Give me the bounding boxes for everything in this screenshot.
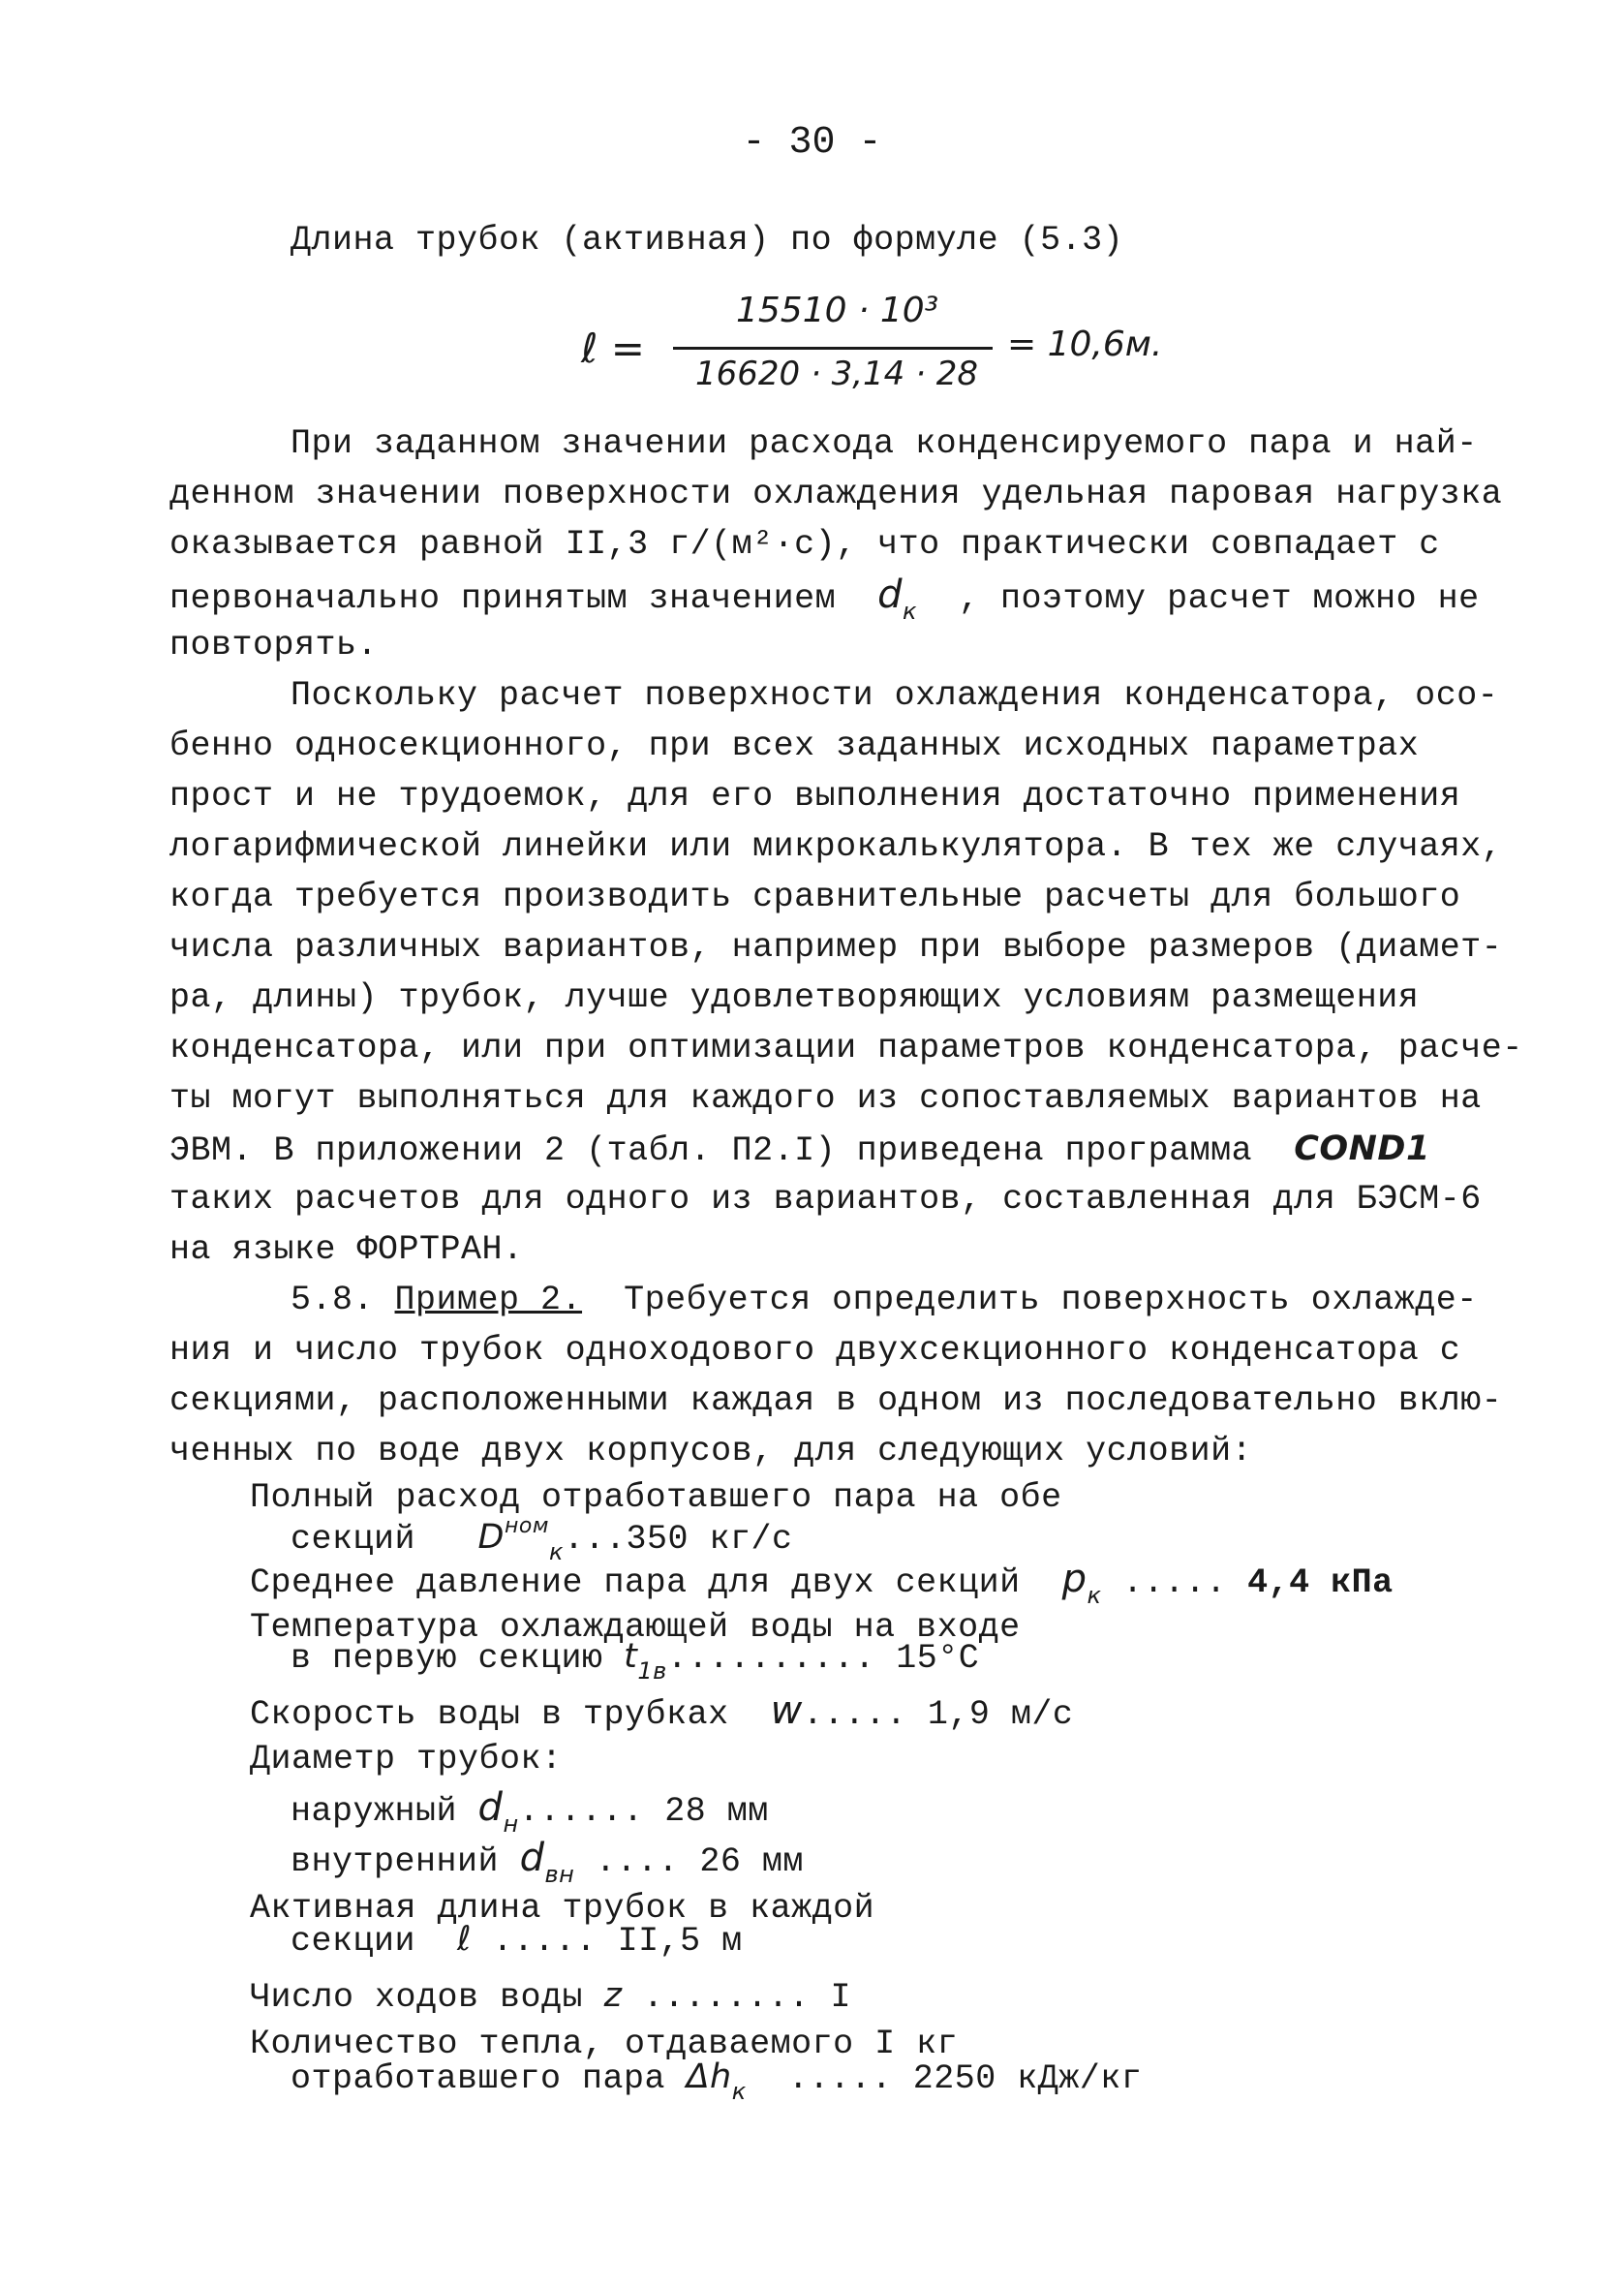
condition-water-temp-line-1: Температура охлаждающей воды на входе bbox=[250, 1608, 1021, 1647]
condition-text: отработавшего пара bbox=[291, 2059, 666, 2098]
fraction-bar bbox=[673, 347, 993, 350]
condition-subscript: к bbox=[1087, 1582, 1102, 1609]
p1-line-2: денном значении поверхности охлаждения удельная паровая нагрузка bbox=[169, 475, 1503, 513]
condition-text: секций bbox=[291, 1520, 416, 1559]
p1-line-1: При заданном значении расхода конденсируемого пара и най- bbox=[291, 424, 1478, 463]
p1-line-4 bbox=[169, 572, 1480, 631]
condition-subscript: вн bbox=[544, 1861, 575, 1888]
condition-symbol: Δh bbox=[686, 2057, 732, 2096]
condition-value: 2250 кДж/кг bbox=[912, 2059, 1143, 2098]
condition-water-speed bbox=[250, 1688, 1074, 1734]
condition-text: внутренний bbox=[291, 1842, 500, 1881]
condition-subscript: к bbox=[731, 2078, 747, 2105]
condition-heat-line-2 bbox=[291, 2057, 1142, 2111]
condition-symbol: t bbox=[624, 1637, 638, 1676]
condition-subscript: 1в bbox=[637, 1657, 667, 1685]
p2-line-4: логарифмической линейки или микрокалькулятора. В тех же случаях, bbox=[169, 827, 1503, 866]
condition-inner-diameter bbox=[291, 1836, 804, 1894]
p1-line-5: повторять. bbox=[169, 626, 379, 665]
formula-lhs: ℓ = bbox=[581, 325, 645, 372]
p3-line-3: секциями, расположенными каждая в одном из последовательно вклю- bbox=[169, 1381, 1503, 1420]
p3-line-1-text: Требуется определить поверхность охлажде- bbox=[624, 1281, 1478, 1319]
p1-line-4-text: первоначально принятым значением bbox=[169, 579, 837, 618]
condition-value: 4,4 кПа bbox=[1247, 1563, 1394, 1602]
condition-dots: ..... bbox=[787, 2059, 893, 2098]
condition-water-temp-line-2 bbox=[291, 1637, 979, 1690]
example-label: Пример 2. bbox=[394, 1281, 583, 1319]
condition-superscript: ном bbox=[505, 1514, 549, 1538]
condition-symbol: D bbox=[477, 1518, 505, 1557]
p2-line-2: бенно односекционного, при всех заданных исходных параметрах bbox=[169, 727, 1420, 765]
condition-pressure bbox=[250, 1557, 1394, 1615]
condition-symbol: ℓ bbox=[457, 1920, 473, 1959]
condition-dots: ... bbox=[563, 1520, 627, 1559]
condition-dots: .......... bbox=[666, 1639, 875, 1678]
p2-line-12: на языке ФОРТРАН. bbox=[169, 1230, 524, 1269]
p2-line-9: ты могут выполняться для каждого из сопоставляемых вариантов на bbox=[169, 1079, 1482, 1118]
formula-denominator: 16620 · 3,14 · 28 bbox=[695, 355, 978, 393]
condition-subscript: н bbox=[503, 1810, 519, 1838]
condition-dots: ..... bbox=[802, 1695, 907, 1734]
condition-dots: ...... bbox=[518, 1792, 644, 1831]
condition-steam-flow-line-1: Полный расход отработавшего пара на обе bbox=[250, 1478, 1062, 1517]
p1-line-4-tail: , поэтому расчет можно не bbox=[959, 579, 1480, 618]
condition-value: II,5 м bbox=[617, 1922, 743, 1961]
condition-symbol: w bbox=[770, 1688, 803, 1733]
condition-text: наружный bbox=[291, 1792, 458, 1831]
page-number: - 30 - bbox=[742, 121, 882, 165]
p2-line-5: когда требуется производить сравнительные расчеты для большого bbox=[169, 878, 1461, 916]
p2-line-1: Поскольку расчет поверхности охлаждения конденсатора, осо- bbox=[291, 676, 1499, 715]
condition-dots: ........ bbox=[642, 1978, 810, 2017]
condition-symbol: d bbox=[519, 1836, 545, 1880]
condition-symbol: z bbox=[603, 1976, 623, 2015]
condition-dots: ..... bbox=[492, 1922, 598, 1961]
condition-symbol: d bbox=[477, 1785, 504, 1830]
condition-text: секции bbox=[291, 1922, 416, 1961]
condition-value: I bbox=[830, 1978, 852, 2017]
formula-numerator: 15510 · 10³ bbox=[736, 291, 939, 330]
condition-dots: ..... bbox=[1122, 1563, 1227, 1602]
condition-value: 1,9 м/с bbox=[927, 1695, 1074, 1734]
condition-subscript: к bbox=[548, 1538, 564, 1565]
formula-intro: Длина трубок (активная) по формуле (5.3) bbox=[291, 221, 1124, 260]
condition-heat-line-1: Количество тепла, отдаваемого I кг bbox=[250, 2025, 959, 2063]
dk-subscript: к bbox=[903, 598, 918, 625]
condition-tube-length-line-1: Активная длина трубок в каждой bbox=[250, 1889, 875, 1928]
p3-line-4: ченных по воде двух корпусов, для следующих условий: bbox=[169, 1432, 1253, 1470]
condition-passes bbox=[250, 1976, 851, 2017]
p2-line-7: ра, длины) трубок, лучше удовлетворяющих условиям размещения bbox=[169, 978, 1420, 1017]
formula-result: = 10,6м. bbox=[1007, 325, 1163, 364]
p2-line-10-text: ЭВМ. В приложении 2 (табл. П2.I) приведена программа bbox=[169, 1131, 1253, 1170]
p3-line-1 bbox=[291, 1281, 1478, 1319]
p3-line-2: ния и число трубок одноходового двухсекционного конденсатора с bbox=[169, 1331, 1461, 1370]
p2-line-11: таких расчетов для одного из вариантов, составленная для БЭСМ-6 bbox=[169, 1180, 1482, 1219]
condition-symbol: p bbox=[1061, 1557, 1088, 1601]
condition-diameter-heading: Диаметр трубок: bbox=[250, 1740, 563, 1779]
p2-line-10 bbox=[169, 1129, 1430, 1170]
dk-symbol: d bbox=[877, 572, 904, 617]
condition-dots: .... bbox=[595, 1842, 679, 1881]
condition-tube-length-line-2 bbox=[291, 1920, 743, 1961]
condition-value: 350 кг/с bbox=[626, 1520, 793, 1559]
formula bbox=[581, 281, 1181, 407]
condition-text: Скорость воды в трубках bbox=[250, 1695, 729, 1734]
condition-value: 15°С bbox=[896, 1639, 980, 1678]
p2-line-3: прост и не трудоемок, для его выполнения достаточно применения bbox=[169, 777, 1461, 816]
program-name: COND1 bbox=[1294, 1129, 1430, 1168]
condition-value: 26 мм bbox=[699, 1842, 804, 1881]
p2-line-8: конденсатора, или при оптимизации параметров конденсатора, расче- bbox=[169, 1029, 1523, 1067]
condition-value: 28 мм bbox=[664, 1792, 769, 1831]
condition-text: Среднее давление пара для двух секций bbox=[250, 1563, 1021, 1602]
condition-text: Число ходов воды bbox=[250, 1978, 584, 2017]
section-number: 5.8. bbox=[291, 1281, 375, 1319]
condition-text: в первую секцию bbox=[291, 1639, 603, 1678]
p2-line-6: числа различных вариантов, например при выборе размеров (диамет- bbox=[169, 928, 1503, 967]
p1-line-3: оказывается равной II,3 г/(м²·с), что практически совпадает с bbox=[169, 525, 1440, 564]
